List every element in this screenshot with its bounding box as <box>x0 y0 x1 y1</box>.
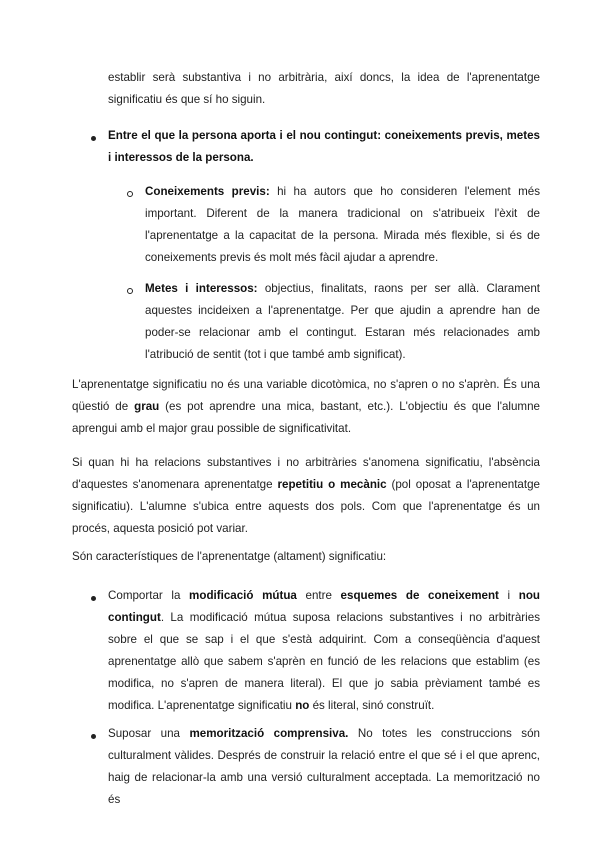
paragraph-text: i <box>498 589 519 602</box>
circle-bullet-icon <box>125 183 135 205</box>
bold-text: Coneixements previs: <box>145 185 270 198</box>
paragraph-text: Comportar la <box>108 589 190 602</box>
bullet-icon <box>88 587 98 609</box>
bold-text: no <box>295 699 310 712</box>
bullet-icon <box>88 127 98 149</box>
bullet-icon <box>88 725 98 747</box>
paragraph-text: . La modificació mútua suposa relacions substantives i no arbitràries sobre el que se sap i el que s'està adquirint. Com a conseqüència d'aquest aprenentatge allò que sabem s'aprèn en funció de les relacions que establim (es modifica, no s'apren de manera literal). El que jo sabia prèviament també es modifica. L'aprenentatge significatiu <box>108 611 540 712</box>
paragraph-text: L'aprenentatge significatiu no és una variable dicotòmica, no s'apren o no s'aprèn. És una qüestió de <box>72 378 540 413</box>
paragraph-degree <box>72 374 540 440</box>
circle-bullet-icon <box>125 280 135 302</box>
paragraph-text: (pol oposat a l'aprenentatge significatiu). L'alumne s'ubica entre aquests dos pols. Com que l'aprenentatge és un procés, aquesta posició pot variar. <box>72 478 540 535</box>
paragraph-text: hi ha autors que ho consideren l'element més important. Diferent de la manera tradicional on s'atribueix l'èxit de l'aprenentatge a la capacitat de la persona. Mirada més flexible, si és de coneixements previs és molt més fàcil ajudar a aprendre. <box>145 185 540 264</box>
bold-text: repetitiu o mecànic <box>277 478 387 491</box>
bold-text: memorització comprensiva. <box>189 727 349 740</box>
paragraph-text: (es pot aprendre una mica, bastant, etc.). L'objectiu és que l'alumne aprengui amb el major grau possible de significativitat. <box>72 400 540 435</box>
paragraph-text: objectius, finalitats, raons per ser allà. Clarament aquestes incideixen a l'aprenentatge. Per que ajudin a aprendre han de poder-se relacionar amb el contingut. Estaran més relacionades amb l'atribució de sentit (tot i que també amb significat). <box>145 282 540 361</box>
sub-item-goals-interests <box>145 278 540 366</box>
bold-text: Entre el que la persona aporta i el nou contingut: coneixements previs, metes i interessos de la persona. <box>108 129 540 164</box>
bullet-item-elements <box>108 125 540 169</box>
paragraph-text: establir serà substantiva i no arbitrària, així doncs, la idea de l'aprenentatge significatiu és que sí ho siguin. <box>108 71 540 106</box>
paragraph-characteristics <box>72 546 540 568</box>
paragraph-text: No totes les construccions són culturalment vàlides. Després de construir la relació entre el que sé i el que aprenc, haig de relacionar-la amb una versió culturalment acceptada. La memorització no és <box>108 727 540 806</box>
paragraph-text: és literal, sinó construït. <box>309 699 435 712</box>
bold-text: modificació mútua <box>189 589 297 602</box>
bold-text: esquemes de coneixement <box>340 589 499 602</box>
paragraph-continuation <box>108 67 540 111</box>
paragraph-text: Són característiques de l'aprenentatge (altament) significatiu: <box>72 550 387 563</box>
paragraph-text: Suposar una <box>108 727 190 740</box>
paragraph-repetitive <box>72 452 540 540</box>
bullet-item-mutual-modification <box>108 585 540 717</box>
paragraph-text: entre <box>296 589 341 602</box>
bold-text: Metes i interessos: <box>145 282 258 295</box>
bullet-item-comprehensive-memorization <box>108 723 540 811</box>
paragraph-text: Si quan hi ha relacions substantives i no arbitràries s'anomena significatiu, l'absència d'aquestes s'anomenara aprenentatge <box>72 456 540 491</box>
sub-item-prior-knowledge <box>145 181 540 269</box>
bold-text: grau <box>134 400 160 413</box>
bold-text: nou contingut <box>108 589 540 624</box>
